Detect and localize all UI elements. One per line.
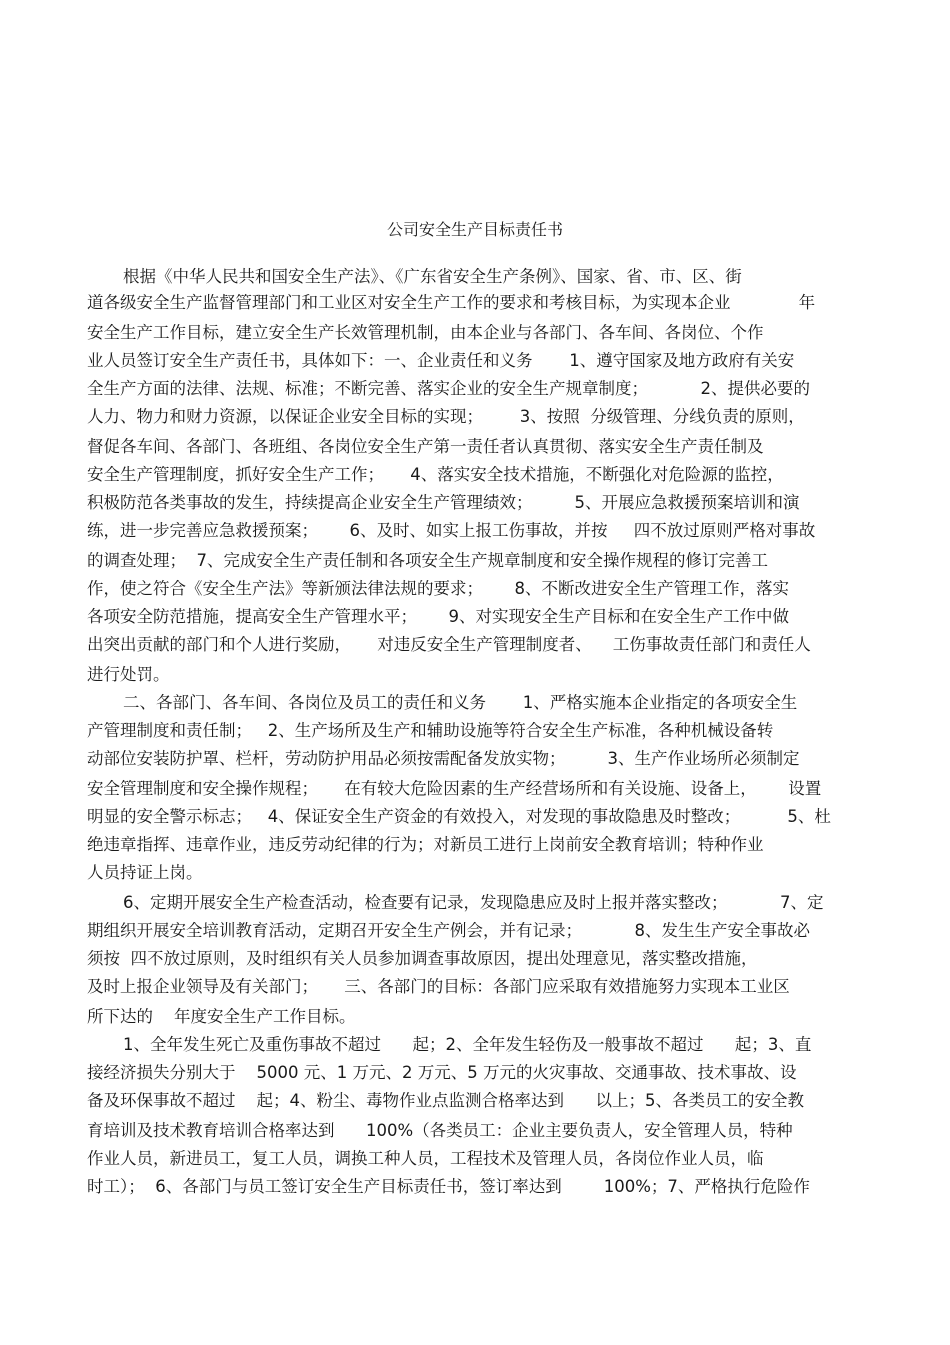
body-line: 根据《中华人民共和国安全生产法》、《广东省安全生产条例》、国家、省、市、区、街	[123, 267, 742, 286]
body-line: 练，进一步完善应急救援预案； 6、及时、如实上报工伤事故，并按 四不放过原则严格对事故	[87, 521, 816, 540]
body-line: 业人员签订安全生产责任书，具体如下：一、企业责任和义务 1、遵守国家及地方政府有关安	[87, 351, 795, 370]
body-line: 出突出贡献的部门和个人进行奖励， 对违反安全生产管理制度者、 工伤事故责任部门和责任人	[87, 635, 811, 654]
body-line: 督促各车间、各部门、各班组、各岗位安全生产第一责任者认真贯彻、落实安全生产责任制及	[87, 437, 764, 456]
body-line: 明显的安全警示标志； 4、保证安全生产资金的有效投入，对发现的事故隐患及时整改； 5、杜	[87, 807, 831, 826]
body-line: 二、各部门、各车间、各岗位及员工的责任和义务 1、严格实施本企业指定的各项安全生	[123, 693, 798, 712]
body-line: 作业人员，新进员工，复工人员，调换工种人员，工程技术及管理人员，各岗位作业人员，临	[87, 1149, 764, 1168]
body-line: 安全管理制度和安全操作规程； 在有较大危险因素的生产经营场所和有关设施、设备上， 设置	[87, 779, 822, 798]
body-line: 1、全年发生死亡及重伤事故不超过 起；2、全年发生轻伤及一般事故不超过 起；3、直	[123, 1035, 812, 1054]
body-line: 及时上报企业领导及有关部门； 三、各部门的目标：各部门应采取有效措施努力实现本工业区	[87, 977, 790, 996]
body-line: 动部位安装防护罩、栏杆，劳动防护用品必须按需配备发放实物； 3、生产作业场所必须制定	[87, 749, 800, 768]
body-line: 全生产方面的法律、法规、标准；不断完善、落实企业的安全生产规章制度； 2、提供必要的	[87, 379, 810, 398]
body-line: 接经济损失分别大于 5000 元、1 万元、2 万元、5 万元的火灾事故、交通事故、技术事故、设	[87, 1063, 797, 1082]
body-line: 6、定期开展安全生产检查活动，检查要有记录，发现隐患应及时上报并落实整改； 7、定	[123, 893, 824, 912]
body-line: 各项安全防范措施，提高安全生产管理水平； 9、对实现安全生产目标和在安全生产工作中做	[87, 607, 789, 626]
body-line: 进行处罚。	[87, 665, 170, 684]
body-line: 时工）； 6、各部门与员工签订安全生产目标责任书，签订率达到 100%；7、严格执行危险作	[87, 1177, 810, 1196]
body-line: 积极防范各类事故的发生，持续提高企业安全生产管理绩效； 5、开展应急救援预案培训和演	[87, 493, 800, 512]
body-line: 的调查处理； 7、完成安全生产责任制和各项安全生产规章制度和安全操作规程的修订完善工	[87, 551, 768, 570]
body-line: 作，使之符合《安全生产法》等新颁法律法规的要求； 8、不断改进安全生产管理工作，落实	[87, 579, 789, 598]
body-line: 产管理制度和责任制； 2、生产场所及生产和辅助设施等符合安全生产标准，各种机械设备转	[87, 721, 774, 740]
body-line: 安全生产管理制度，抓好安全生产工作； 4、落实安全技术措施，不断强化对危险源的监控，	[87, 465, 784, 484]
body-line: 所下达的 年度安全生产工作目标。	[87, 1007, 356, 1026]
body-line: 道各级安全生产监督管理部门和工业区对安全生产工作的要求和考核目标，为实现本企业 年	[87, 293, 816, 312]
body-line: 期组织开展安全培训教育活动，定期召开安全生产例会，并有记录； 8、发生生产安全事故必	[87, 921, 810, 940]
body-line: 人员持证上岗。	[87, 863, 203, 882]
body-line: 绝违章指挥、违章作业，违反劳动纪律的行为；对新员工进行上岗前安全教育培训；特种作业	[87, 835, 764, 854]
body-line: 育培训及技术教育培训合格率达到 100%（各类员工：企业主要负责人，安全管理人员，特种	[87, 1121, 793, 1140]
body-line: 须按 四不放过原则，及时组织有关人员参加调查事故原因，提出处理意见，落实整改措施，	[87, 949, 758, 968]
body-line: 安全生产工作目标，建立安全生产长效管理机制，由本企业与各部门、各车间、各岗位、个作	[87, 323, 764, 342]
document-title: 公司安全生产目标责任书	[386, 220, 563, 239]
body-line: 备及环保事故不超过 起；4、粉尘、毒物作业点监测合格率达到 以上；5、各类员工的安全教	[87, 1091, 804, 1110]
body-line: 人力、物力和财力资源，以保证企业安全目标的实现； 3、按照 分级管理、分线负责的原则，	[87, 407, 805, 426]
